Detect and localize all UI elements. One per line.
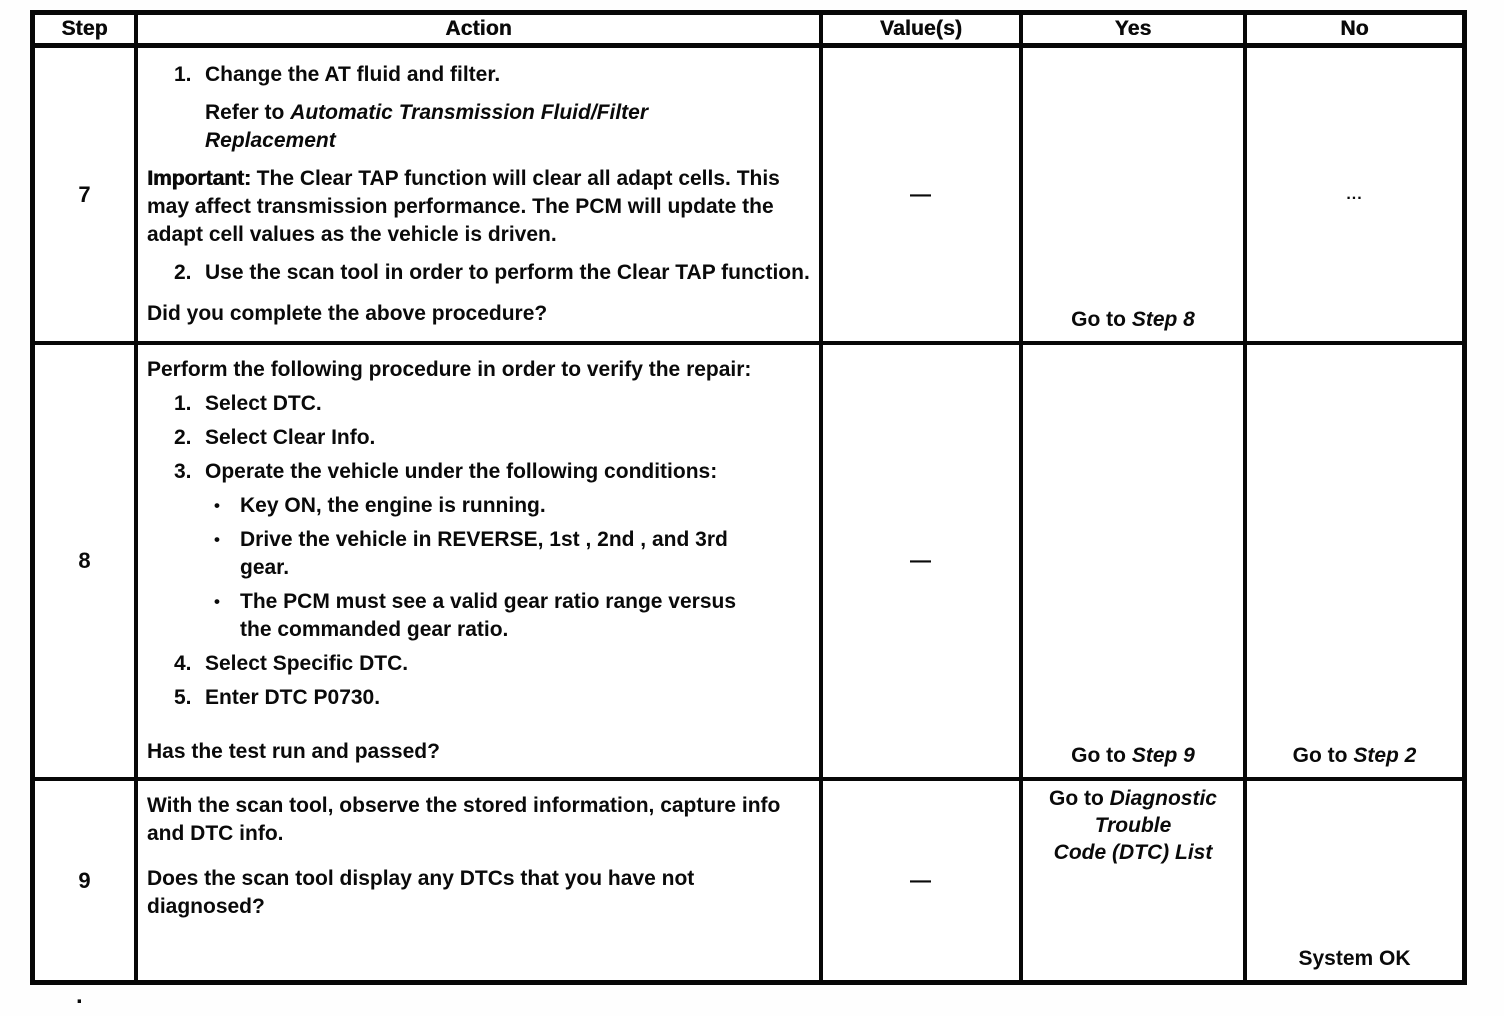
numbered-item (147, 390, 810, 418)
bullet-text: The PCM must see a valid gear ratio range versus the commanded gear ratio. (240, 590, 737, 641)
item-number: 4. (174, 652, 192, 675)
goto-prefix: Go to (1292, 744, 1354, 767)
values-cell (823, 781, 1023, 980)
no-cell (1247, 781, 1462, 980)
item-number: 2. (174, 261, 192, 284)
values-cell (823, 345, 1023, 777)
item-text: Enter DTC P0730. (205, 686, 381, 709)
reference-prefix: Refer to (205, 101, 291, 124)
item-text: Change the AT fluid and filter. (205, 63, 501, 86)
step-number: 7 (35, 48, 138, 341)
header-cell-values: Value(s) (823, 15, 1023, 43)
action-paragraph: With the scan tool, observe the stored information, capture info and DTC info. (147, 794, 781, 845)
numbered-item (147, 259, 810, 287)
goto-step-link (1293, 742, 1417, 769)
goto-reference: Code (DTC) List (1053, 841, 1213, 864)
stray-period-mark: . (76, 982, 83, 1009)
important-note (147, 165, 810, 249)
table-row-step-8 (35, 345, 1462, 781)
reference-note (147, 99, 707, 155)
step-number: 8 (35, 345, 138, 777)
header-cell-step: Step (35, 15, 138, 43)
numbered-item (147, 458, 810, 486)
bullet-icon: • (214, 496, 220, 515)
goto-reference-link (1049, 785, 1217, 812)
values-cell (823, 48, 1023, 341)
item-text: Use the scan tool in order to perform the Clear TAP function. (205, 261, 810, 284)
em-dash: — (910, 182, 932, 206)
goto-reference: Step 2 (1353, 744, 1417, 767)
bullet-item (147, 526, 810, 582)
step-number: 9 (35, 781, 138, 980)
yes-cell (1023, 781, 1247, 980)
table-header-row (35, 15, 1462, 48)
goto-reference: Trouble (1094, 814, 1172, 837)
system-ok-text: System OK (1298, 947, 1411, 970)
header-cell-no: No (1340, 17, 1369, 40)
goto-prefix: Go to (1048, 787, 1110, 810)
important-label: Important: (147, 167, 251, 190)
action-intro: Perform the following procedure in order to verify the repair: (147, 358, 752, 381)
goto-step-link (1071, 306, 1195, 333)
numbered-item (147, 61, 810, 89)
step-question: Has the test run and passed? (147, 740, 440, 763)
numbered-item (147, 424, 810, 452)
yes-cell (1023, 345, 1247, 777)
important-text: The Clear TAP function will clear all adapt cells. This may affect transmission performance. The PCM will update the adapt cell values as the vehicle is driven. (147, 167, 780, 246)
goto-step-link (1071, 742, 1195, 769)
numbered-item (147, 684, 810, 712)
em-dash: — (910, 868, 932, 892)
goto-prefix: Go to (1071, 744, 1132, 767)
goto-reference: Diagnostic (1109, 787, 1217, 810)
em-dash: — (910, 549, 932, 572)
step-question: Does the scan tool display any DTCs that you have not diagnosed? (147, 867, 695, 918)
item-text: Operate the vehicle under the following conditions: (205, 460, 718, 483)
no-cell (1247, 345, 1462, 777)
item-number: 3. (174, 460, 192, 483)
bullet-icon: • (214, 592, 220, 611)
reference-title: Automatic Transmission Fluid/Filter Replacement (205, 101, 649, 152)
item-number: 5. (174, 686, 192, 709)
header-cell-action: Action (138, 15, 823, 43)
yes-cell (1023, 48, 1247, 341)
diagnostic-procedure-table (30, 10, 1467, 985)
bullet-item (147, 492, 810, 520)
item-number: 2. (174, 426, 192, 449)
goto-reference: Step 8 (1131, 308, 1195, 331)
header-cell-yes: Yes (1023, 15, 1247, 43)
bullet-item (147, 588, 810, 644)
bullet-icon: • (214, 530, 220, 549)
bullet-text: Drive the vehicle in REVERSE, 1st , 2nd , and 3rd gear. (240, 528, 728, 579)
action-cell (138, 345, 823, 777)
no-cell (1247, 48, 1462, 341)
action-cell (138, 781, 823, 980)
item-text: Select Specific DTC. (205, 652, 409, 675)
goto-prefix: Go to (1071, 308, 1132, 331)
item-text: Select DTC. (205, 392, 322, 415)
step-question: Did you complete the above procedure? (147, 302, 548, 325)
bullet-text: Key ON, the engine is running. (240, 494, 546, 517)
goto-reference: Step 9 (1131, 744, 1195, 767)
action-cell (138, 48, 823, 341)
item-text: Select Clear Info. (205, 426, 376, 449)
item-number: 1. (174, 63, 192, 86)
ellipsis-mark: ... (1346, 185, 1363, 203)
table-row-step-7 (35, 48, 1462, 345)
numbered-item (147, 650, 810, 678)
table-row-step-9 (35, 781, 1462, 980)
item-number: 1. (174, 392, 192, 415)
